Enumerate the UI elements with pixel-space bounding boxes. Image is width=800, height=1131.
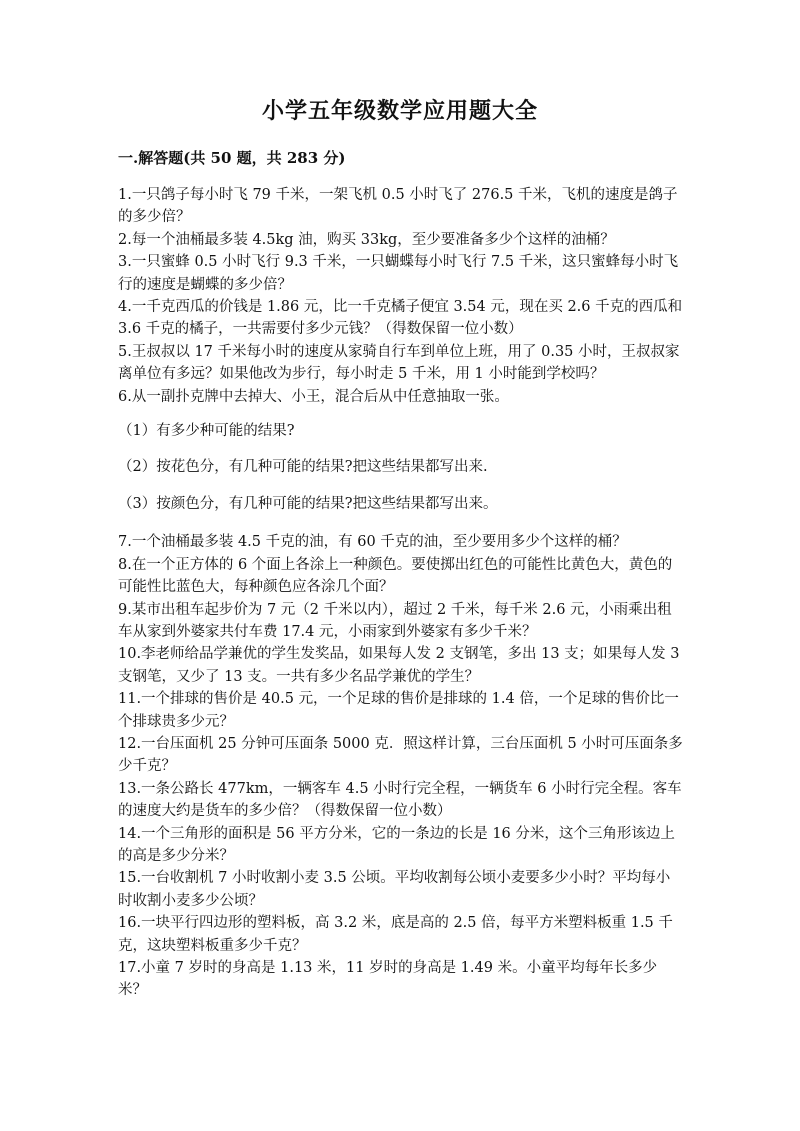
question-12: 12.一台压面机 25 分钟可压面条 5000 克．照这样计算，三台压面机 5 小时可压面条多少千克？ bbox=[118, 735, 683, 775]
question-17: 17.小童 7 岁时的身高是 1.13 米，11 岁时的身高是 1.49 米。小童平均每年长多少米？ bbox=[118, 960, 658, 999]
question-5: 5.王叔叔以 17 千米每小时的速度从家骑自行车到单位上班，用了 0.35 小时，王叔叔家离单位有多远？如果他改为步行，每小时走 5 千米，用 1 小时能到学校吗？ bbox=[118, 343, 680, 383]
question-2: 2.每一个油桶最多装 4.5kg 油，购买 33kg，至少要准备多少个这样的油桶？ bbox=[118, 231, 615, 248]
question-9: 9.某市出租车起步价为 7 元（2 千米以内），超过 2 千米，每千米 2.6 元，小雨乘出租车从家到外婆家共付车费 17.4 元，小雨家到外婆家有多少千米？ bbox=[118, 601, 672, 640]
section-heading: 一.解答题(共 50 题，共 283 分) bbox=[118, 149, 346, 167]
question-16: 16.一块平行四边形的塑料板，高 3.2 米，底是高的 2.5 倍，每平方米塑料板重 1.5 千克，这块塑料板重多少千克？ bbox=[118, 915, 673, 954]
question-7: 7.一个油桶最多装 4.5 千克的油，有 60 千克的油，至少要用多少个这样的桶？ bbox=[118, 534, 627, 551]
question-13: 13.一条公路长 477km，一辆客车 4.5 小时行完全程，一辆货车 6 小时行完全程。客车的速度大约是货车的多少倍？（得数保留一位小数） bbox=[118, 780, 682, 820]
question-14: 14.一个三角形的面积是 56 平方分米，它的一条边的长是 16 分米，这个三角形该边上的高是多少分米？ bbox=[118, 825, 675, 864]
page-title: 小学五年级数学应用题大全 bbox=[261, 98, 538, 124]
question-4: 4.一千克西瓜的价钱是 1.86 元，比一千克橘子便宜 3.54 元，现在买 2.6 千克的西瓜和 3.6 千克的橘子，一共需要付多少元钱？（得数保留一位小数） bbox=[118, 299, 683, 338]
question-15: 15.一台收割机 7 小时收割小麦 3.5 公顷。平均收割每公顷小麦要多少小时？平均每小时收割小麦多少公顷？ bbox=[118, 870, 671, 909]
question-3: 3.一只蜜蜂 0.5 小时飞行 9.3 千米，一只蝴蝶每小时飞行 7.5 千米，这只蜜蜂每小时飞行的速度是蝴蝶的多少倍？ bbox=[118, 254, 679, 293]
question-10: 10.李老师给品学兼优的学生发奖品，如果每人发 2 支钢笔，多出 13 支；如果每人发 3 支钢笔，又少了 13 支。一共有多少名品学兼优的学生？ bbox=[118, 646, 680, 685]
question-6-sub-2: （2）按花色分，有几种可能的结果?把这些结果都写出来. bbox=[118, 459, 488, 476]
question-6-sub-1: （1）有多少种可能的结果? bbox=[118, 423, 295, 440]
question-8: 8.在一个正方体的 6 个面上各涂上一种颜色。要使掷出红色的可能性比黄色大，黄色的可能性比蓝色大，每种颜色应各涂几个面？ bbox=[118, 556, 673, 596]
question-1: 1.一只鸽子每小时飞 79 千米，一架飞机 0.5 小时飞了 276.5 千米，飞机的速度是鸽子的多少倍？ bbox=[118, 187, 678, 226]
question-list bbox=[118, 184, 684, 1002]
question-11: 11.一个排球的售价是 40.5 元，一个足球的售价是排球的 1.4 倍，一个足球的售价比一个排球贵多少元？ bbox=[118, 691, 679, 730]
question-6: 6.从一副扑克牌中去掉大、小王，混合后从中任意抽取一张。 bbox=[118, 388, 509, 405]
question-6-sub-3: （3）按颜色分，有几种可能的结果?把这些结果都写出来。 bbox=[118, 495, 498, 512]
